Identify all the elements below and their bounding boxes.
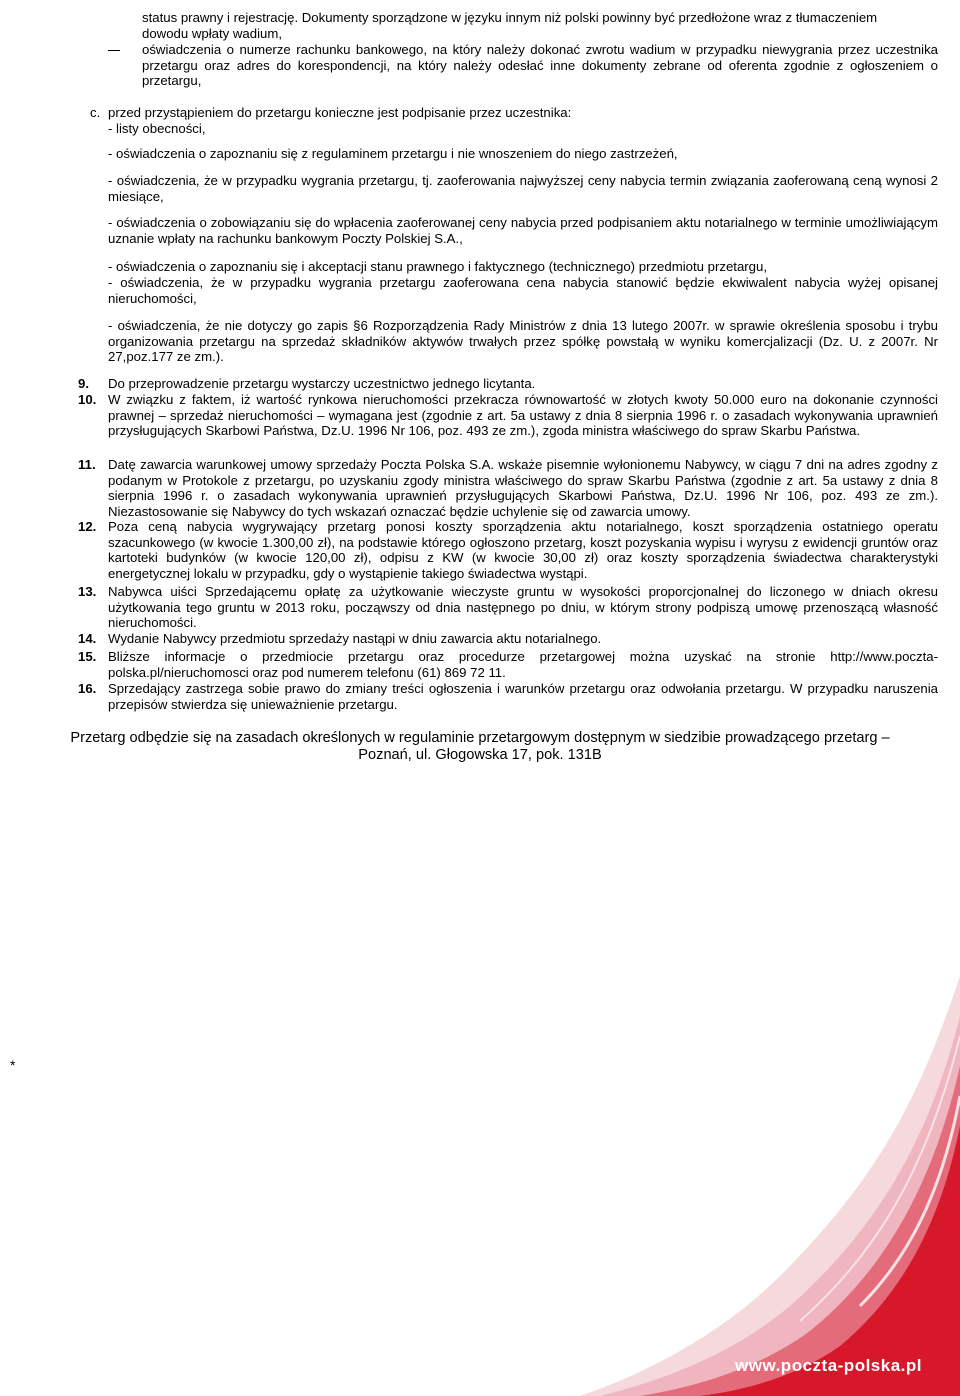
section-c-item: - oświadczenia o zapoznaniu się z regulaminem przetargu i nie wnoszeniem do niego zastrzeżeń, (108, 146, 678, 161)
closing-line-1: Przetarg odbędzie się na zasadach określonych w regulaminie przetargowym dostępnym w siedzibie prowadzącego przetarg – (70, 730, 890, 746)
item-number: 16. (78, 681, 97, 696)
dash-bullet (108, 50, 120, 51)
item-text: Poza ceną nabycia wygrywający przetarg ponosi koszty sporządzenia aktu notarialnego, koszt sporządzenia ostatniego operatu szacunkowego (w kwocie 1.300,00 zł), na podstawie którego ogłoszono przetarg, koszt pozyskania wypisu i wyrysu z ewidencji gruntów oraz kartoteki budynków (w kwocie 120,00 zł), odpisu z KW (w kwocie 30,00 zł) oraz koszty sporządzenia świadectwa charakterystyki energetycznej lokalu w przypadku, gdy o wystąpienie takiego świadectwa wystąpi. (108, 519, 938, 581)
item-number: 15. (78, 649, 97, 664)
item-text: Do przeprowadzenie przetargu wystarczy uczestnictwo jednego licytanta. (108, 376, 536, 391)
intro-line-2: dowodu wpłaty wadium, (142, 26, 283, 41)
brand-url: www.poczta-polska.pl (735, 1356, 922, 1375)
item-number: 13. (78, 584, 97, 599)
item-number: 12. (78, 519, 97, 534)
item-text: Datę zawarcia warunkowej umowy sprzedaży Poczta Polska S.A. wskaże pisemnie wyłonionemu Nabywcy, w ciągu 7 dni na adres zgodny z podanym w Protokole z przetargu, po uzyskaniu zgody ministra właściwego do spraw Skarbu Państwa (zgodnie z art. 5a ustawy z dnia 8 sierpnia 1996 r. o zasadach wykonywania uprawnień przysługujących Skarbowi Państwa, Dz.U. 1996 Nr 106, poz. 493 ze zm.). Niezastosowanie się Nabywcy do tych wskazań oznaczać będzie uchylenie się od zawarcia umowy. (108, 457, 938, 519)
dash-item-text: oświadczenia o numerze rachunku bankowego, na który należy dokonać zwrotu wadium w przypadku niewygrania przez uczestnika przetargu oraz adres do korespondencji, na który należy odesłać inne dokumenty zebrane od oferenta zgodnie z ogłoszeniem o przetargu, (142, 42, 938, 89)
item-number: 11. (78, 457, 96, 472)
section-c-item: - oświadczenia, że nie dotyczy go zapis §6 Rozporządzenia Rady Ministrów z dnia 13 lutego 2007r. w sprawie określenia sposobu i trybu organizowania przetargu na sprzedaż składników aktywów trwałych przez spółkę powstałą w wyniku komercjalizacji (Dz. U. z 2007r. Nr 27,poz.177 ze zm.). (108, 318, 938, 365)
item-number: 9. (78, 376, 89, 391)
item-text: Bliższe informacje o przedmiocie przetargu oraz procedurze przetargowej można uzyskać na stronie http://www.poczta-polska.pl/nieruchomosci oraz pod numerem telefonu (61) 869 72 11. (108, 649, 938, 680)
closing-note (40, 730, 920, 764)
section-c-item: - oświadczenia o zapoznaniu się i akceptacji stanu prawnego i faktycznego (technicznego) przedmiotu przetargu, (108, 259, 768, 274)
section-c-marker: c. (90, 105, 101, 120)
item-text: Wydanie Nabywcy przedmiotu sprzedaży nastąpi w dniu zawarcia aktu notarialnego. (108, 631, 602, 646)
item-number: 14. (78, 631, 97, 646)
section-c-lead: przed przystąpieniem do przetargu konieczne jest podpisanie przez uczestnika: (108, 105, 572, 120)
intro-line-1: status prawny i rejestrację. Dokumenty sporządzone w języku innym niż polski powinny być przedłożone wraz z tłumaczeniem (142, 10, 878, 25)
section-c-item: - oświadczenia o zobowiązaniu się do wpłacenia zaoferowanej ceny nabycia przed podpisaniem aktu notarialnego w terminie umożliwiającym uznanie wpłaty na rachunku bankowym Poczty Polskiej S.A., (108, 215, 938, 246)
item-number: 10. (78, 392, 97, 407)
item-text: Sprzedający zastrzega sobie prawo do zmiany treści ogłoszenia i warunków przetargu oraz odwołania przetargu. W przypadku naruszenia przepisów stwierdza się unieważnienie przetargu. (108, 681, 938, 712)
item-text: Nabywca uiści Sprzedającemu opłatę za użytkowanie wieczyste gruntu w wysokości proporcjonalnej do liczonego w dniach okresu użytkowania tego gruntu w 2013 roku, począwszy od dnia następnego po dniu, w którym strony podpiszą umowę przenoszącą własność nieruchomości. (108, 584, 938, 631)
item-text: W związku z faktem, iż wartość rynkowa nieruchomości przekracza równowartość w złotych kwoty 50.000 euro na dokonanie czynności prawnej – sprzedaż nieruchomości – wymagana jest (zgodnie z art. 5a ustawy z dnia 8 sierpnia 1996 r. o zasadach wykonywania uprawnień przysługujących Skarbowi Państwa, Dz.U. 1996 Nr 106, poz. 493 ze zm.), zgoda ministra właściwego do spraw Skarbu Państwa. (108, 392, 938, 439)
closing-line-2: Poznań, ul. Głogowska 17, pok. 131B (358, 747, 602, 763)
section-c-item: - oświadczenia, że w przypadku wygrania przetargu, tj. zaoferowania najwyższej ceny nabycia termin związania zaoferowaną ceną wynosi 2 miesiące, (108, 173, 938, 204)
decorative-wave (580, 976, 960, 1396)
section-c-item: - listy obecności, (108, 121, 206, 136)
footnote-marker: * (10, 1057, 16, 1073)
section-c-item: - oświadczenia, że w przypadku wygrania przetargu zaoferowana cena nabycia stanowić będzie ekwiwalent nabycia wyżej opisanej nieruchomości, (108, 275, 938, 306)
